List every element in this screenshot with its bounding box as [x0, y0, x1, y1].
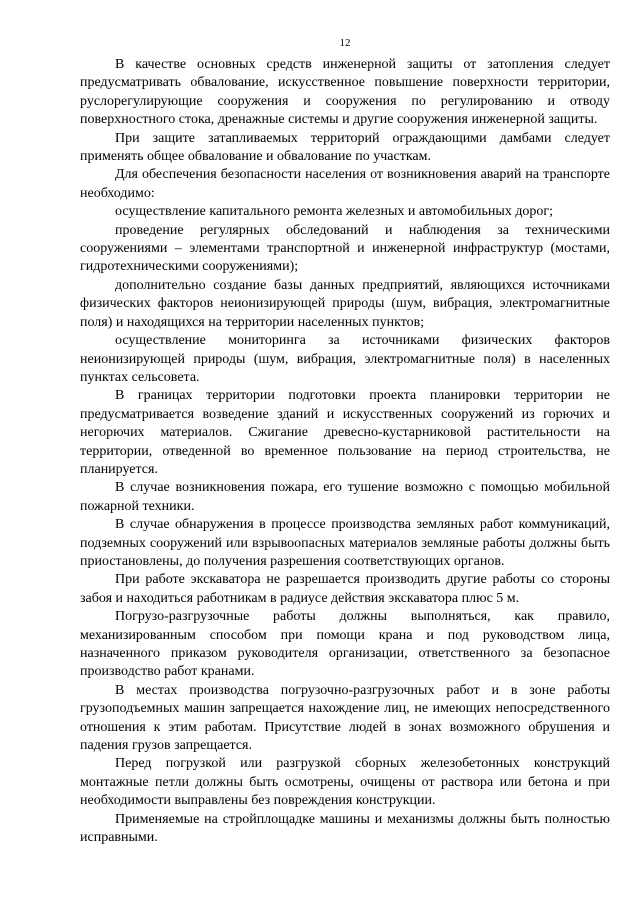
list-item: проведение регулярных обследований и наблюдения за техническими сооружениями – элементами транспортной и инженерной инфраструктур (мостами, гидротехническими сооружениями);: [80, 222, 610, 275]
page-number: 12: [339, 37, 351, 49]
document-body: [80, 56, 610, 847]
paragraph: В местах производства погрузочно-разгрузочных работ и в зоне работы грузоподъемных машин запрещается нахождение лиц, не имеющих непосредственного отношения к этим работам. Присутствие людей в зонах возможного обрушения и падения грузов запрещается.: [80, 682, 610, 754]
list-item: осуществление капитального ремонта железных и автомобильных дорог;: [115, 204, 554, 220]
paragraph: Погрузо-разгрузочные работы должны выполняться, как правило, механизированным способом при помощи крана и под руководством лица, назначенного приказом руководителя организации, ответственного за безопасное производство работ кранами.: [80, 609, 610, 680]
paragraph: В качестве основных средств инженерной защиты от затопления следует предусматривать обвалование, искусственное повышение поверхности территории, руслорегулирующие сооружения и сооружения по регулированию и отводу поверхностного стока, дренажные системы и другие сооружения инженерной защиты.: [80, 57, 610, 128]
paragraph: В случае обнаружения в процессе производства земляных работ коммуникаций, подземных сооружений или взрывоопасных материалов земляные работы должны быть приостановлены, до получения разрешения соответствующих органов.: [80, 517, 610, 569]
paragraph: Применяемые на стройплощадке машины и механизмы должны быть полностью исправными.: [80, 811, 610, 846]
paragraph: В границах территории подготовки проекта планировки территории не предусматривается возведение зданий и искусственных сооружений из горючих и негорючих материалов. Сжигание древесно-кустарниковой растительности на территории, отведенной во временное пользование на период строительства, не планируется.: [80, 388, 610, 477]
paragraph: При работе экскаватора не разрешается производить другие работы со стороны забоя и находиться работникам в радиусе действия экскаватора плюс 5 м.: [80, 572, 610, 606]
paragraph: Перед погрузкой или разгрузкой сборных железобетонных конструкций монтажные петли должны быть осмотрены, очищены от раствора или бетона и при необходимости выправлены без повреждения конструкции.: [80, 756, 610, 809]
list-item: дополнительно создание базы данных предприятий, являющихся источниками физических факторов неионизирующей природы (шум, вибрация, электромагнитные поля) и находящихся на территории населенных пунктов;: [80, 277, 610, 330]
paragraph: При защите затапливаемых территорий ограждающими дамбами следует применять общее обвалование и обвалование по участкам.: [80, 130, 610, 165]
paragraph: В случае возникновения пожара, его тушение возможно с помощью мобильной пожарной техники.: [80, 480, 610, 514]
list-item: осуществление мониторинга за источниками физических факторов неионизирующей природы (шум, вибрация, электромагнитные поля) в населенных пунктах сельсовета.: [80, 333, 610, 385]
paragraph: Для обеспечения безопасности населения от возникновения аварий на транспорте необходимо:: [80, 167, 610, 201]
